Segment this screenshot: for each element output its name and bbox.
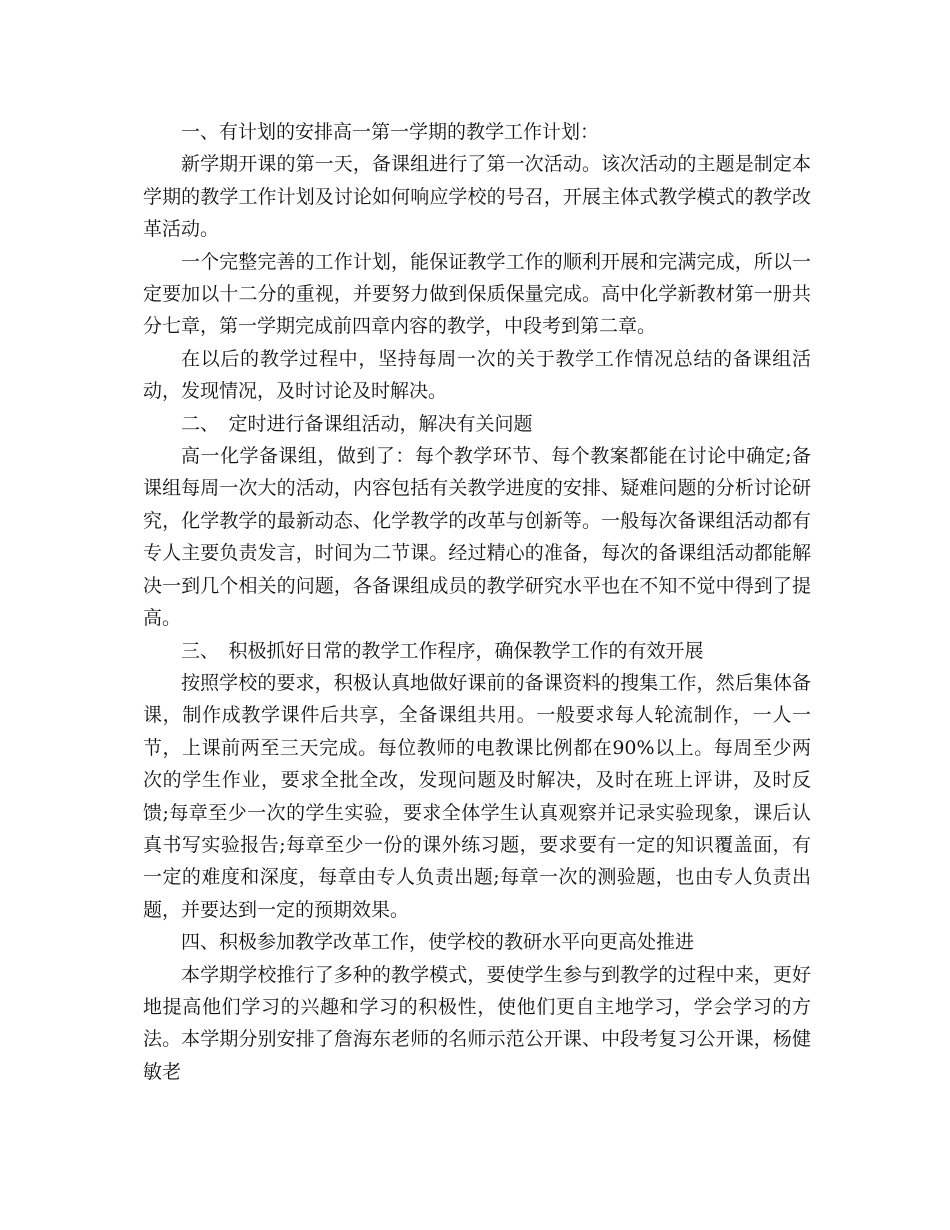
paragraph-4: 高一化学备课组，做到了：每个教学环节、每个教案都能在讨论中确定;备课组每周一次大的活动，内容包括有关教学进度的安排、疑难问题的分析讨论研究，化学教学的最新动态、化学教学的改革与创新等。一般每次备课组活动都有专人主要负责发言，时间为二节课。经过精心的准备，每次的备课组活动都能解决一到几个相关的问题，各备课组成员的教学研究水平也在不知不觉中得到了提高。 [143, 445, 811, 630]
paragraph-2: 一个完整完善的工作计划，能保证教学工作的顺利开展和完满完成，所以一定要加以十二分的重视，并要努力做到保质保量完成。高中化学新教材第一册共分七章，第一学期完成前四章内容的教学，中段考到第二章。 [143, 250, 811, 338]
section-heading-3: 三、 积极抓好日常的教学工作程序，确保教学工作的有效开展 [181, 639, 704, 662]
section-heading-4: 四、积极参加教学改革工作，使学校的教研水平向更高处推进 [181, 931, 695, 954]
paragraph-1: 新学期开课的第一天，备课组进行了第一次活动。该次活动的主题是制定本学期的教学工作计划及讨论如何响应学校的号召，开展主体式教学模式的教学改革活动。 [143, 153, 811, 241]
paragraph-3: 在以后的教学过程中，坚持每周一次的关于教学工作情况总结的备课组活动，发现情况，及时讨论及时解决。 [143, 347, 811, 403]
section-heading-1: 一、有计划的安排高一第一学期的教学工作计划： [181, 121, 600, 143]
paragraph-6: 本学期学校推行了多种的教学模式，要使学生参与到教学的过程中来，更好地提高他们学习的兴趣和学习的积极性，使他们更自主地学习，学会学习的方法。本学期分别安排了詹海东老师的名师示范公开课、中段考复习公开课，杨健敏老 [143, 963, 811, 1083]
document-body [143, 116, 811, 1088]
section-heading-2: 二、 定时进行备课组活动，解决有关问题 [181, 412, 533, 435]
paragraph-5: 按照学校的要求，积极认真地做好课前的备课资料的搜集工作，然后集体备课，制作成教学课件后共享，全备课组共用。一般要求每人轮流制作，一人一节，上课前两至三天完成。每位教师的电教课比例都在90%以上。每周至少两次的学生作业，要求全批全改，发现问题及时解决，及时在班上评讲，及时反馈;每章至少一次的学生实验，要求全体学生认真观察并记录实验现象，课后认真书写实验报告;每章至少一份的课外练习题，要求要有一定的知识覆盖面，有一定的难度和深度，每章由专人负责出题;每章一次的测验题，也由专人负责出题，并要达到一定的预期效果。 [143, 671, 811, 921]
